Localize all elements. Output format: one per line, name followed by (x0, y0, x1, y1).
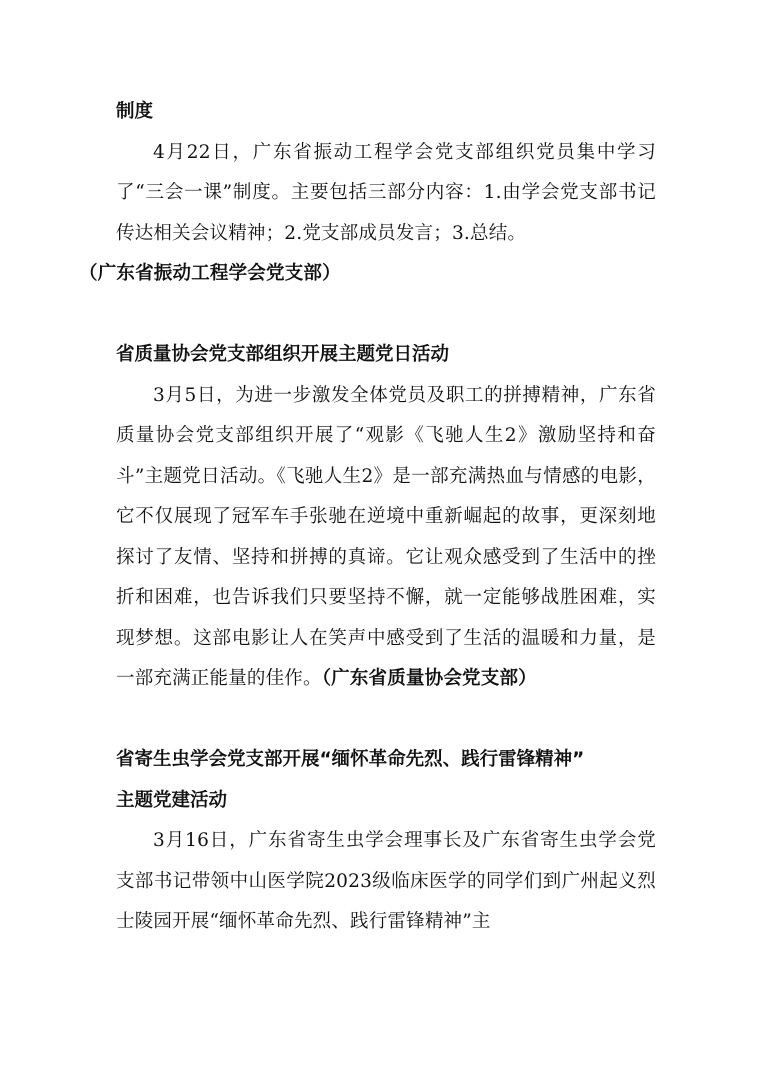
section-paragraph (79, 133, 656, 295)
section-paragraph (116, 376, 656, 700)
section-vibration-society (79, 92, 656, 295)
section-heading: 省质量协会党支部组织开展主题党日活动 (116, 344, 450, 365)
section-paragraph: 3月16日，广东省寄生虫学会理事长及广东省寄生虫学会党支部书记带领中山医学院2023级临床医学的同学们到广州起义烈士陵园开展“缅怀革命先烈、践行雷锋精神”主 (116, 830, 656, 932)
paragraph-text: 3月5日，为进一步激发全体党员及职工的拼搏精神，广东省质量协会党支部组织开展了“观影《飞驰人生2》激励坚持和奋斗”主题党日活动。《飞驰人生2》是一部充满热血与情感的电影，它不仅展现了冠军车手张驰在逆境中重新崛起的故事，更深刻地探讨了友情、坚持和拼搏的真谛。它让观众感受到了生活中的挫折和困难，也告诉我们只要坚持不懈，就一定能够战胜困难，实现梦想。这部电影让人在笑声中感受到了生活的温暖和力量，是一部充满正能量的佳作。 (116, 384, 656, 689)
section-spacer (116, 295, 656, 336)
section-heading-line1: 省寄生虫学会党支部开展“缅怀革命先烈、践行雷锋精神” (116, 749, 585, 770)
paragraph-text: 4月22日，广东省振动工程学会党支部组织党员集中学习了“三会一课”制度。主要包括三部分内容：1.由学会党支部书记传达相关会议精神；2.党支部成员发言；3.总结。 (116, 141, 656, 244)
section-heading: 制度 (116, 101, 154, 122)
section-spacer (116, 700, 656, 741)
document-page (79, 92, 656, 943)
section-parasitology-society (116, 740, 656, 943)
section-heading-line2: 主题党建活动 (116, 789, 228, 811)
source-attribution: （广东省振动工程学会党支部） (79, 263, 341, 284)
source-attribution: （广东省质量协会党支部） (321, 668, 537, 689)
section-quality-association (116, 335, 656, 700)
